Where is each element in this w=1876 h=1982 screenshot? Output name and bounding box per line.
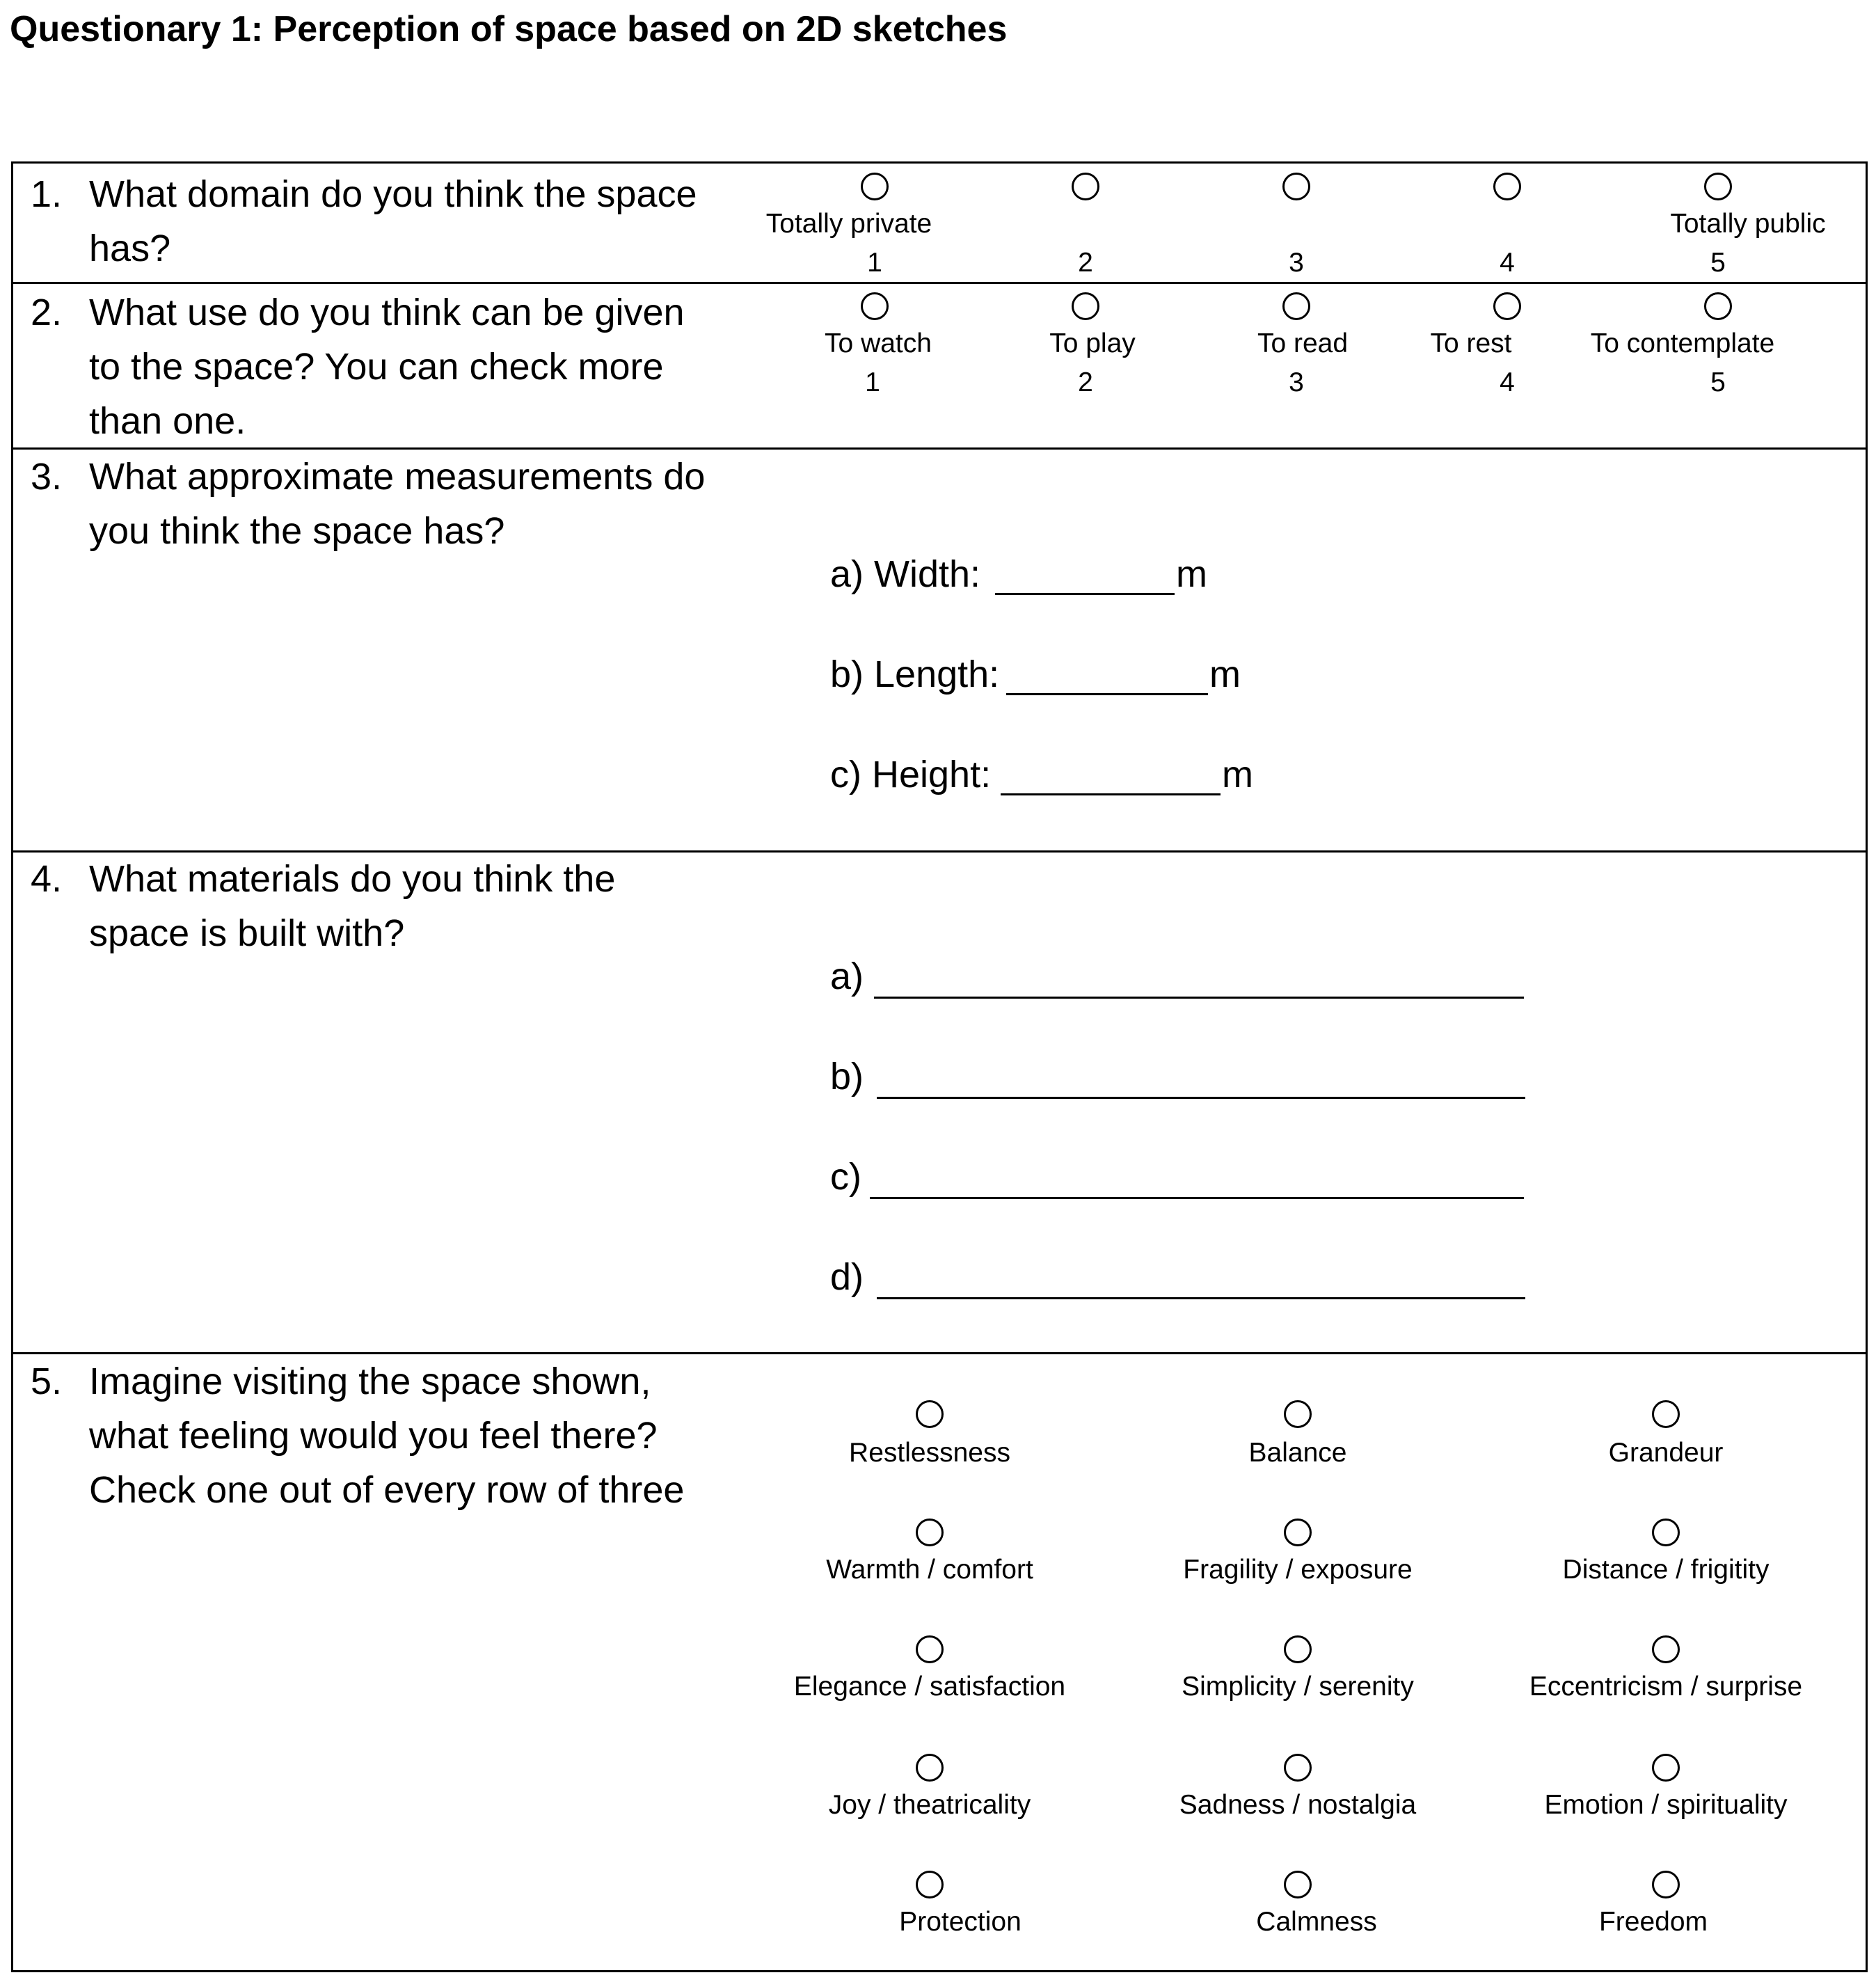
q1-radio-2[interactable] bbox=[1072, 173, 1099, 200]
feeling-radio-fragility[interactable] bbox=[1284, 1519, 1312, 1546]
q2-option-label: To read bbox=[1257, 328, 1349, 358]
q2-value-1: 1 bbox=[865, 367, 880, 397]
q2-option-label: To play bbox=[1049, 328, 1136, 358]
feeling-label: Restlessness bbox=[849, 1438, 1010, 1468]
q2-value-3: 3 bbox=[1289, 367, 1304, 397]
material-a-input[interactable] bbox=[874, 997, 1524, 999]
q2-value-4: 4 bbox=[1500, 367, 1515, 397]
feeling-radio-protection[interactable] bbox=[916, 1871, 944, 1898]
feeling-radio-restlessness[interactable] bbox=[916, 1400, 944, 1428]
width-unit: m bbox=[1176, 553, 1207, 595]
q2-value-5: 5 bbox=[1710, 367, 1726, 397]
q1-radio-1[interactable] bbox=[861, 173, 889, 200]
material-c-label: c) bbox=[830, 1156, 861, 1198]
q2-radio-rest[interactable] bbox=[1493, 292, 1521, 320]
material-b-input[interactable] bbox=[877, 1097, 1525, 1099]
question-number: 4. bbox=[31, 858, 63, 900]
width-label: a) Width: bbox=[830, 553, 981, 595]
feeling-radio-sadness[interactable] bbox=[1284, 1754, 1312, 1782]
question-number: 1. bbox=[31, 173, 63, 215]
q1-value-1: 1 bbox=[867, 248, 882, 278]
feeling-radio-emotion[interactable] bbox=[1652, 1754, 1680, 1782]
feeling-label: Emotion / spirituality bbox=[1544, 1790, 1788, 1820]
q1-value-5: 5 bbox=[1710, 248, 1726, 278]
height-input[interactable] bbox=[1001, 793, 1221, 795]
question-text: What approximate measurements do you think the space has? bbox=[89, 456, 706, 552]
question-text: What materials do you think the space is built with? bbox=[89, 858, 616, 954]
feeling-radio-warmth[interactable] bbox=[916, 1519, 944, 1546]
q2-option-label: To watch bbox=[825, 328, 932, 358]
length-input[interactable] bbox=[1006, 693, 1208, 695]
width-input[interactable] bbox=[995, 593, 1175, 595]
q2-radio-watch[interactable] bbox=[861, 292, 889, 320]
question-number: 3. bbox=[31, 456, 63, 498]
feeling-radio-calmness[interactable] bbox=[1284, 1871, 1312, 1898]
feeling-label: Balance bbox=[1248, 1438, 1347, 1468]
material-c-input[interactable] bbox=[870, 1197, 1524, 1199]
q2-value-2: 2 bbox=[1078, 367, 1093, 397]
feeling-radio-eccentricism[interactable] bbox=[1652, 1635, 1680, 1663]
feeling-radio-simplicity[interactable] bbox=[1284, 1635, 1312, 1663]
q1-scale-high-label: Totally public bbox=[1670, 209, 1826, 239]
feeling-radio-freedom[interactable] bbox=[1652, 1871, 1680, 1898]
feeling-label: Calmness bbox=[1256, 1907, 1377, 1937]
q2-option-label: To contemplate bbox=[1590, 328, 1775, 358]
question-text: What use do you think can be given to the space? You can check more than one. bbox=[89, 292, 685, 442]
q2-radio-read[interactable] bbox=[1282, 292, 1310, 320]
q1-scale-low-label: Totally private bbox=[765, 209, 932, 239]
feeling-label: Warmth / comfort bbox=[826, 1555, 1033, 1585]
page-title: Questionary 1: Perception of space based on 2D sketches bbox=[10, 9, 1008, 49]
feeling-radio-grandeur[interactable] bbox=[1652, 1400, 1680, 1428]
material-d-input[interactable] bbox=[877, 1297, 1525, 1299]
feeling-label: Joy / theatricality bbox=[828, 1790, 1031, 1820]
material-b-label: b) bbox=[830, 1056, 864, 1097]
row-divider bbox=[11, 282, 1868, 284]
q1-value-3: 3 bbox=[1289, 248, 1304, 278]
q1-value-4: 4 bbox=[1500, 248, 1515, 278]
question-text: What domain do you think the space has? bbox=[89, 173, 697, 269]
q2-option-label: To rest bbox=[1430, 328, 1512, 358]
feeling-radio-elegance[interactable] bbox=[916, 1635, 944, 1663]
q2-radio-contemplate[interactable] bbox=[1704, 292, 1732, 320]
length-unit: m bbox=[1209, 653, 1241, 695]
feeling-label: Grandeur bbox=[1608, 1438, 1724, 1468]
feeling-label: Freedom bbox=[1598, 1907, 1708, 1937]
feeling-label: Eccentricism / surprise bbox=[1529, 1672, 1803, 1702]
height-label: c) Height: bbox=[830, 754, 992, 795]
material-a-label: a) bbox=[830, 956, 864, 997]
question-number: 2. bbox=[31, 292, 63, 333]
q2-radio-play[interactable] bbox=[1072, 292, 1099, 320]
feeling-label: Distance / frigitity bbox=[1562, 1555, 1770, 1585]
feeling-radio-distance[interactable] bbox=[1652, 1519, 1680, 1546]
length-label: b) Length: bbox=[830, 653, 1000, 695]
height-unit: m bbox=[1222, 754, 1253, 795]
material-d-label: d) bbox=[830, 1256, 864, 1298]
q1-value-2: 2 bbox=[1078, 248, 1093, 278]
feeling-label: Fragility / exposure bbox=[1183, 1555, 1413, 1585]
feeling-radio-balance[interactable] bbox=[1284, 1400, 1312, 1428]
q1-radio-5[interactable] bbox=[1704, 173, 1732, 200]
feeling-label: Protection bbox=[899, 1907, 1022, 1937]
feeling-label: Elegance / satisfaction bbox=[793, 1672, 1066, 1702]
question-text: Imagine visiting the space shown, what feeling would you feel there? Check one out of every row of three bbox=[89, 1361, 685, 1511]
feeling-label: Sadness / nostalgia bbox=[1179, 1790, 1417, 1820]
feeling-radio-joy[interactable] bbox=[916, 1754, 944, 1782]
q1-radio-4[interactable] bbox=[1493, 173, 1521, 200]
question-number: 5. bbox=[31, 1361, 63, 1402]
feeling-label: Simplicity / serenity bbox=[1182, 1672, 1414, 1702]
q1-radio-3[interactable] bbox=[1282, 173, 1310, 200]
